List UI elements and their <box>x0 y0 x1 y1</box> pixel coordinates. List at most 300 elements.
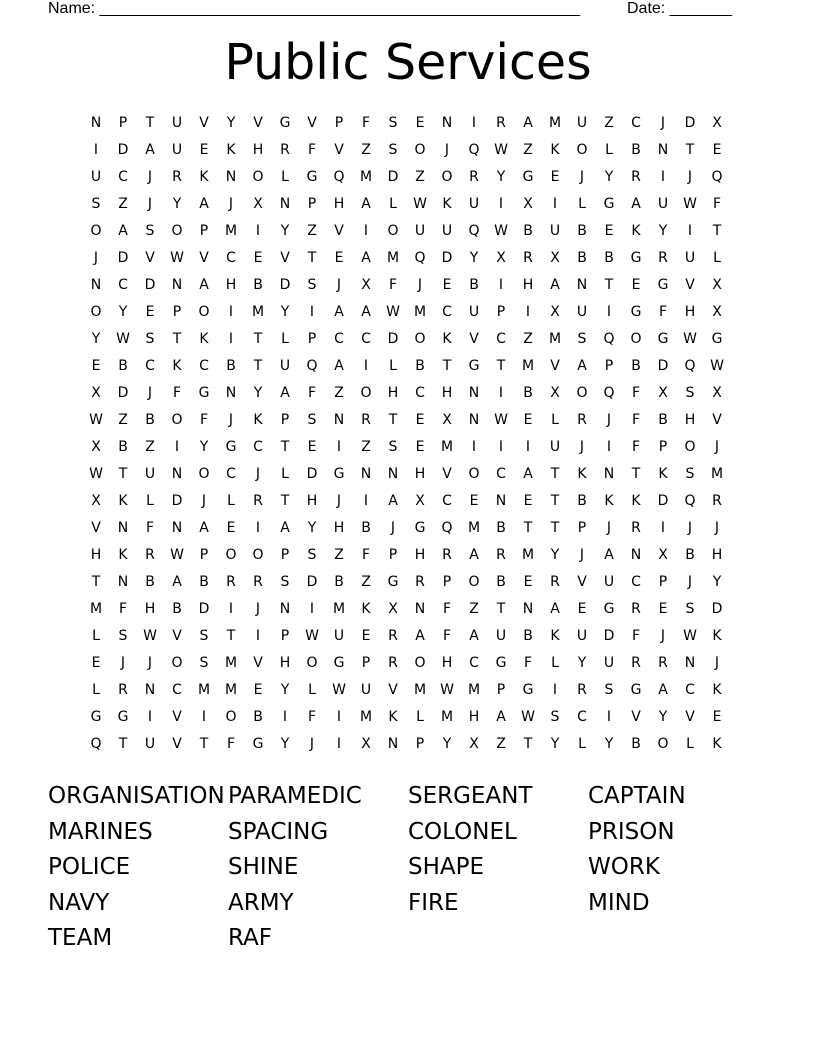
grid-cell: R <box>712 493 722 509</box>
grid-cell: M <box>521 547 535 563</box>
word-list-item: SHINE <box>228 854 299 880</box>
grid-cell: V <box>199 250 209 266</box>
grid-cell: Y <box>118 304 128 320</box>
grid-cell: X <box>712 277 722 293</box>
grid-row <box>84 245 732 272</box>
grid-cell: J <box>687 574 693 590</box>
grid-cell: O <box>576 385 588 401</box>
grid-cell: K <box>712 736 722 752</box>
grid-cell: J <box>120 655 126 671</box>
grid-cell: W <box>143 628 157 644</box>
grid-row <box>84 461 732 488</box>
grid-cell: I <box>363 358 369 374</box>
grid-cell: E <box>145 304 155 320</box>
grid-cell: S <box>307 412 317 428</box>
grid-cell: N <box>630 547 642 563</box>
word-list-item: PARAMEDIC <box>228 783 362 809</box>
grid-cell: A <box>469 547 479 563</box>
grid-cell: H <box>333 520 345 536</box>
grid-cell: A <box>523 115 533 131</box>
grid-cell: P <box>496 682 506 698</box>
grid-cell: O <box>252 547 264 563</box>
grid-cell: T <box>307 250 317 266</box>
grid-cell: L <box>281 331 289 347</box>
grid-cell: F <box>307 385 317 401</box>
grid-cell: I <box>660 169 666 185</box>
grid-cell: D <box>198 601 210 617</box>
grid-cell: E <box>91 358 101 374</box>
grid-cell: D <box>306 466 318 482</box>
grid-row <box>84 191 732 218</box>
grid-cell: M <box>467 520 481 536</box>
grid-cell: Y <box>199 439 209 455</box>
grid-cell: I <box>687 223 693 239</box>
grid-cell: U <box>468 304 480 320</box>
grid-cell: I <box>498 277 504 293</box>
grid-cell: B <box>631 736 641 752</box>
word-list-item: PRISON <box>588 818 675 845</box>
grid-cell: B <box>523 628 533 644</box>
grid-cell: V <box>631 709 641 725</box>
grid-cell: Y <box>280 682 290 698</box>
grid-cell: S <box>118 628 128 644</box>
word-list-item: MARINES <box>48 818 153 845</box>
grid-cell: B <box>199 574 209 590</box>
grid-cell: O <box>90 304 102 320</box>
grid-cell: B <box>226 358 236 374</box>
grid-row <box>84 623 732 650</box>
grid-cell: P <box>577 520 587 536</box>
grid-cell: Z <box>496 736 506 752</box>
grid-cell: Q <box>684 493 696 509</box>
grid-cell: F <box>523 655 533 671</box>
grid-cell: M <box>413 304 427 320</box>
grid-cell: D <box>387 169 399 185</box>
grid-cell: I <box>255 223 261 239</box>
word-list-item: COLONEL <box>408 818 517 845</box>
grid-cell: K <box>631 223 641 239</box>
grid-cell: K <box>712 682 722 698</box>
grid-cell: S <box>604 682 614 698</box>
grid-cell: I <box>498 196 504 212</box>
grid-cell: G <box>522 169 534 185</box>
grid-cell: Y <box>658 223 668 239</box>
grid-cell: H <box>711 547 723 563</box>
grid-cell: D <box>711 601 723 617</box>
grid-cell: K <box>550 142 560 158</box>
grid-cell: Y <box>496 169 506 185</box>
grid-cell: L <box>578 196 586 212</box>
grid-cell: N <box>171 277 183 293</box>
grid-cell: P <box>658 439 668 455</box>
grid-cell: F <box>631 628 641 644</box>
grid-cell: E <box>415 412 425 428</box>
grid-cell: J <box>660 115 666 131</box>
grid-cell: C <box>631 115 641 131</box>
date-field-label: Date: _______ <box>627 0 732 17</box>
grid-cell: V <box>145 250 155 266</box>
grid-cell: W <box>305 628 319 644</box>
grid-cell: A <box>631 196 641 212</box>
grid-cell: C <box>118 169 128 185</box>
grid-cell: F <box>361 547 371 563</box>
grid-cell: L <box>416 709 424 725</box>
grid-cell: M <box>521 358 535 374</box>
grid-cell: X <box>550 250 560 266</box>
grid-cell: L <box>686 736 694 752</box>
grid-row <box>84 380 732 407</box>
grid-cell: S <box>550 709 560 725</box>
grid-cell: R <box>658 655 668 671</box>
grid-cell: V <box>550 358 560 374</box>
grid-cell: Q <box>711 169 723 185</box>
grid-cell: V <box>334 142 344 158</box>
grid-cell: E <box>226 520 236 536</box>
grid-cell: M <box>224 655 238 671</box>
grid-cell: Q <box>603 331 615 347</box>
grid-cell: R <box>469 169 479 185</box>
grid-cell: N <box>117 574 129 590</box>
grid-cell: A <box>280 385 290 401</box>
grid-cell: I <box>471 439 477 455</box>
grid-cell: G <box>225 439 237 455</box>
grid-cell: X <box>91 385 101 401</box>
grid-cell: W <box>332 682 346 698</box>
grid-cell: R <box>388 655 398 671</box>
grid-cell: M <box>548 115 562 131</box>
grid-cell: Q <box>333 169 345 185</box>
grid-cell: I <box>228 304 234 320</box>
grid-cell: P <box>361 655 371 671</box>
grid-cell: V <box>253 655 263 671</box>
grid-cell: E <box>604 223 614 239</box>
grid-cell: K <box>199 169 209 185</box>
grid-cell: X <box>712 115 722 131</box>
word-list-item: WORK <box>588 854 660 880</box>
grid-cell: G <box>414 520 426 536</box>
grid-cell: G <box>603 196 615 212</box>
grid-cell: O <box>468 574 480 590</box>
grid-cell: Z <box>361 142 371 158</box>
grid-cell: I <box>606 439 612 455</box>
grid-cell: Q <box>603 385 615 401</box>
grid-cell: L <box>389 358 397 374</box>
grid-cell: K <box>550 628 560 644</box>
grid-cell: H <box>144 601 156 617</box>
grid-cell: A <box>172 574 182 590</box>
grid-cell: F <box>631 439 641 455</box>
grid-cell: D <box>117 250 129 266</box>
grid-cell: T <box>253 331 263 347</box>
grid-cell: L <box>308 682 316 698</box>
grid-cell: O <box>198 466 210 482</box>
grid-cell: I <box>552 196 558 212</box>
grid-cell: G <box>711 331 723 347</box>
grid-row <box>84 731 732 758</box>
grid-cell: U <box>360 682 372 698</box>
grid-cell: E <box>334 250 344 266</box>
grid-cell: F <box>307 709 317 725</box>
grid-cell: V <box>172 628 182 644</box>
grid-cell: Y <box>469 250 479 266</box>
grid-cell: I <box>363 493 369 509</box>
grid-cell: G <box>495 655 507 671</box>
grid-cell: E <box>415 115 425 131</box>
grid-cell: C <box>253 439 263 455</box>
grid-cell: P <box>658 574 668 590</box>
grid-cell: V <box>442 466 452 482</box>
grid-cell: Y <box>550 547 560 563</box>
grid-cell: X <box>253 196 263 212</box>
grid-cell: G <box>630 250 642 266</box>
grid-cell: R <box>388 628 398 644</box>
grid-cell: X <box>523 196 533 212</box>
grid-cell: T <box>523 520 533 536</box>
grid-cell: Z <box>361 574 371 590</box>
grid-cell: L <box>146 493 154 509</box>
grid-cell: S <box>280 574 290 590</box>
grid-cell: I <box>552 682 558 698</box>
grid-cell: C <box>334 331 344 347</box>
grid-cell: X <box>658 385 668 401</box>
grid-cell: O <box>306 655 318 671</box>
grid-cell: J <box>255 466 261 482</box>
grid-cell: E <box>712 142 722 158</box>
grid-cell: V <box>685 277 695 293</box>
grid-cell: Z <box>361 439 371 455</box>
grid-cell: W <box>494 412 508 428</box>
grid-cell: M <box>359 169 373 185</box>
grid-row <box>84 434 732 461</box>
grid-cell: K <box>631 493 641 509</box>
grid-cell: A <box>334 304 344 320</box>
grid-cell: U <box>90 169 102 185</box>
grid-cell: G <box>630 304 642 320</box>
grid-cell: T <box>280 493 290 509</box>
grid-cell: P <box>199 547 209 563</box>
grid-cell: F <box>712 196 722 212</box>
grid-cell: N <box>468 412 480 428</box>
grid-cell: N <box>225 385 237 401</box>
grid-cell: N <box>468 385 480 401</box>
grid-cell: U <box>144 736 156 752</box>
grid-cell: Q <box>441 520 453 536</box>
grid-cell: J <box>147 169 153 185</box>
grid-cell: B <box>118 439 128 455</box>
grid-cell: R <box>226 574 236 590</box>
grid-cell: N <box>495 493 507 509</box>
grid-row <box>84 299 732 326</box>
grid-cell: W <box>710 358 724 374</box>
grid-cell: O <box>90 223 102 239</box>
grid-cell: T <box>118 466 128 482</box>
grid-cell: M <box>440 709 454 725</box>
grid-cell: K <box>604 493 614 509</box>
grid-cell: I <box>309 601 315 617</box>
grid-cell: E <box>523 493 533 509</box>
grid-cell: T <box>388 412 398 428</box>
grid-row <box>84 677 732 704</box>
grid-cell: P <box>388 547 398 563</box>
grid-cell: T <box>685 142 695 158</box>
grid-cell: L <box>92 682 100 698</box>
grid-cell: P <box>334 115 344 131</box>
grid-cell: Q <box>468 142 480 158</box>
grid-cell: Z <box>118 412 128 428</box>
grid-cell: T <box>145 115 155 131</box>
grid-cell: M <box>197 682 211 698</box>
grid-cell: L <box>227 493 235 509</box>
grid-cell: O <box>171 412 183 428</box>
word-list-item: ARMY <box>228 889 294 916</box>
grid-cell: Y <box>253 385 263 401</box>
grid-cell: G <box>468 358 480 374</box>
grid-cell: P <box>307 196 317 212</box>
grid-cell: G <box>117 709 129 725</box>
grid-cell: N <box>387 736 399 752</box>
grid-cell: A <box>361 304 371 320</box>
grid-cell: Y <box>604 736 614 752</box>
grid-cell: Y <box>307 520 317 536</box>
letter-grid <box>84 110 732 758</box>
grid-cell: I <box>363 223 369 239</box>
grid-cell: E <box>631 277 641 293</box>
grid-cell: W <box>413 196 427 212</box>
grid-cell: U <box>171 115 183 131</box>
grid-cell: D <box>171 493 183 509</box>
grid-cell: B <box>496 574 506 590</box>
grid-cell: X <box>712 385 722 401</box>
grid-row <box>84 407 732 434</box>
grid-cell: X <box>442 412 452 428</box>
grid-cell: J <box>228 412 234 428</box>
grid-row <box>84 218 732 245</box>
grid-cell: W <box>89 466 103 482</box>
grid-cell: K <box>577 466 587 482</box>
grid-cell: D <box>387 331 399 347</box>
grid-cell: E <box>712 709 722 725</box>
grid-cell: B <box>118 358 128 374</box>
grid-cell: A <box>199 196 209 212</box>
grid-cell: I <box>255 520 261 536</box>
grid-cell: N <box>90 115 102 131</box>
grid-cell: C <box>496 466 506 482</box>
grid-cell: H <box>522 277 534 293</box>
grid-cell: R <box>253 574 263 590</box>
grid-cell: V <box>307 115 317 131</box>
grid-cell: U <box>468 196 480 212</box>
grid-cell: R <box>631 520 641 536</box>
grid-cell: K <box>253 412 263 428</box>
grid-cell: Z <box>118 196 128 212</box>
grid-cell: J <box>147 385 153 401</box>
grid-cell: E <box>253 682 263 698</box>
grid-cell: A <box>334 358 344 374</box>
grid-cell: C <box>145 358 155 374</box>
grid-cell: O <box>171 655 183 671</box>
grid-cell: L <box>389 196 397 212</box>
grid-cell: J <box>93 250 99 266</box>
grid-cell: A <box>658 682 668 698</box>
grid-cell: D <box>306 574 318 590</box>
grid-cell: C <box>118 277 128 293</box>
grid-cell: C <box>199 358 209 374</box>
grid-cell: P <box>199 223 209 239</box>
grid-cell: F <box>631 385 641 401</box>
grid-cell: D <box>117 142 129 158</box>
grid-cell: W <box>683 331 697 347</box>
grid-cell: W <box>386 304 400 320</box>
grid-cell: W <box>440 682 454 698</box>
grid-cell: H <box>468 709 480 725</box>
grid-cell: Y <box>550 736 560 752</box>
grid-row <box>84 542 732 569</box>
grid-cell: O <box>360 385 372 401</box>
grid-cell: I <box>660 520 666 536</box>
grid-cell: W <box>521 709 535 725</box>
grid-cell: R <box>172 169 182 185</box>
grid-cell: S <box>577 331 587 347</box>
grid-cell: Z <box>334 547 344 563</box>
grid-cell: E <box>307 439 317 455</box>
grid-cell: H <box>306 493 318 509</box>
grid-cell: O <box>414 331 426 347</box>
grid-cell: V <box>91 520 101 536</box>
grid-cell: G <box>333 655 345 671</box>
grid-cell: B <box>577 223 587 239</box>
grid-cell: I <box>606 304 612 320</box>
grid-row <box>84 515 732 542</box>
grid-cell: K <box>226 142 236 158</box>
grid-cell: C <box>442 304 452 320</box>
grid-cell: I <box>498 439 504 455</box>
grid-cell: T <box>631 466 641 482</box>
grid-cell: N <box>522 601 534 617</box>
grid-cell: E <box>523 412 533 428</box>
grid-cell: Y <box>280 223 290 239</box>
word-list-item: MIND <box>588 889 650 916</box>
grid-cell: I <box>228 331 234 347</box>
grid-cell: U <box>279 358 291 374</box>
grid-cell: M <box>89 601 103 617</box>
grid-cell: A <box>550 277 560 293</box>
grid-cell: Q <box>306 358 318 374</box>
grid-cell: R <box>523 250 533 266</box>
grid-cell: N <box>279 196 291 212</box>
grid-cell: L <box>605 142 613 158</box>
grid-cell: B <box>685 547 695 563</box>
grid-cell: N <box>414 601 426 617</box>
grid-cell: D <box>603 628 615 644</box>
grid-cell: C <box>685 682 695 698</box>
grid-cell: U <box>171 142 183 158</box>
grid-cell: T <box>550 520 560 536</box>
grid-cell: N <box>387 466 399 482</box>
grid-cell: G <box>90 709 102 725</box>
grid-cell: X <box>658 547 668 563</box>
grid-cell: B <box>253 277 263 293</box>
grid-cell: H <box>333 196 345 212</box>
grid-cell: F <box>307 142 317 158</box>
grid-cell: Z <box>469 601 479 617</box>
grid-cell: U <box>576 628 588 644</box>
grid-cell: J <box>228 196 234 212</box>
grid-cell: F <box>118 601 128 617</box>
grid-cell: X <box>469 736 479 752</box>
grid-row <box>84 353 732 380</box>
grid-cell: E <box>253 250 263 266</box>
grid-cell: I <box>255 628 261 644</box>
